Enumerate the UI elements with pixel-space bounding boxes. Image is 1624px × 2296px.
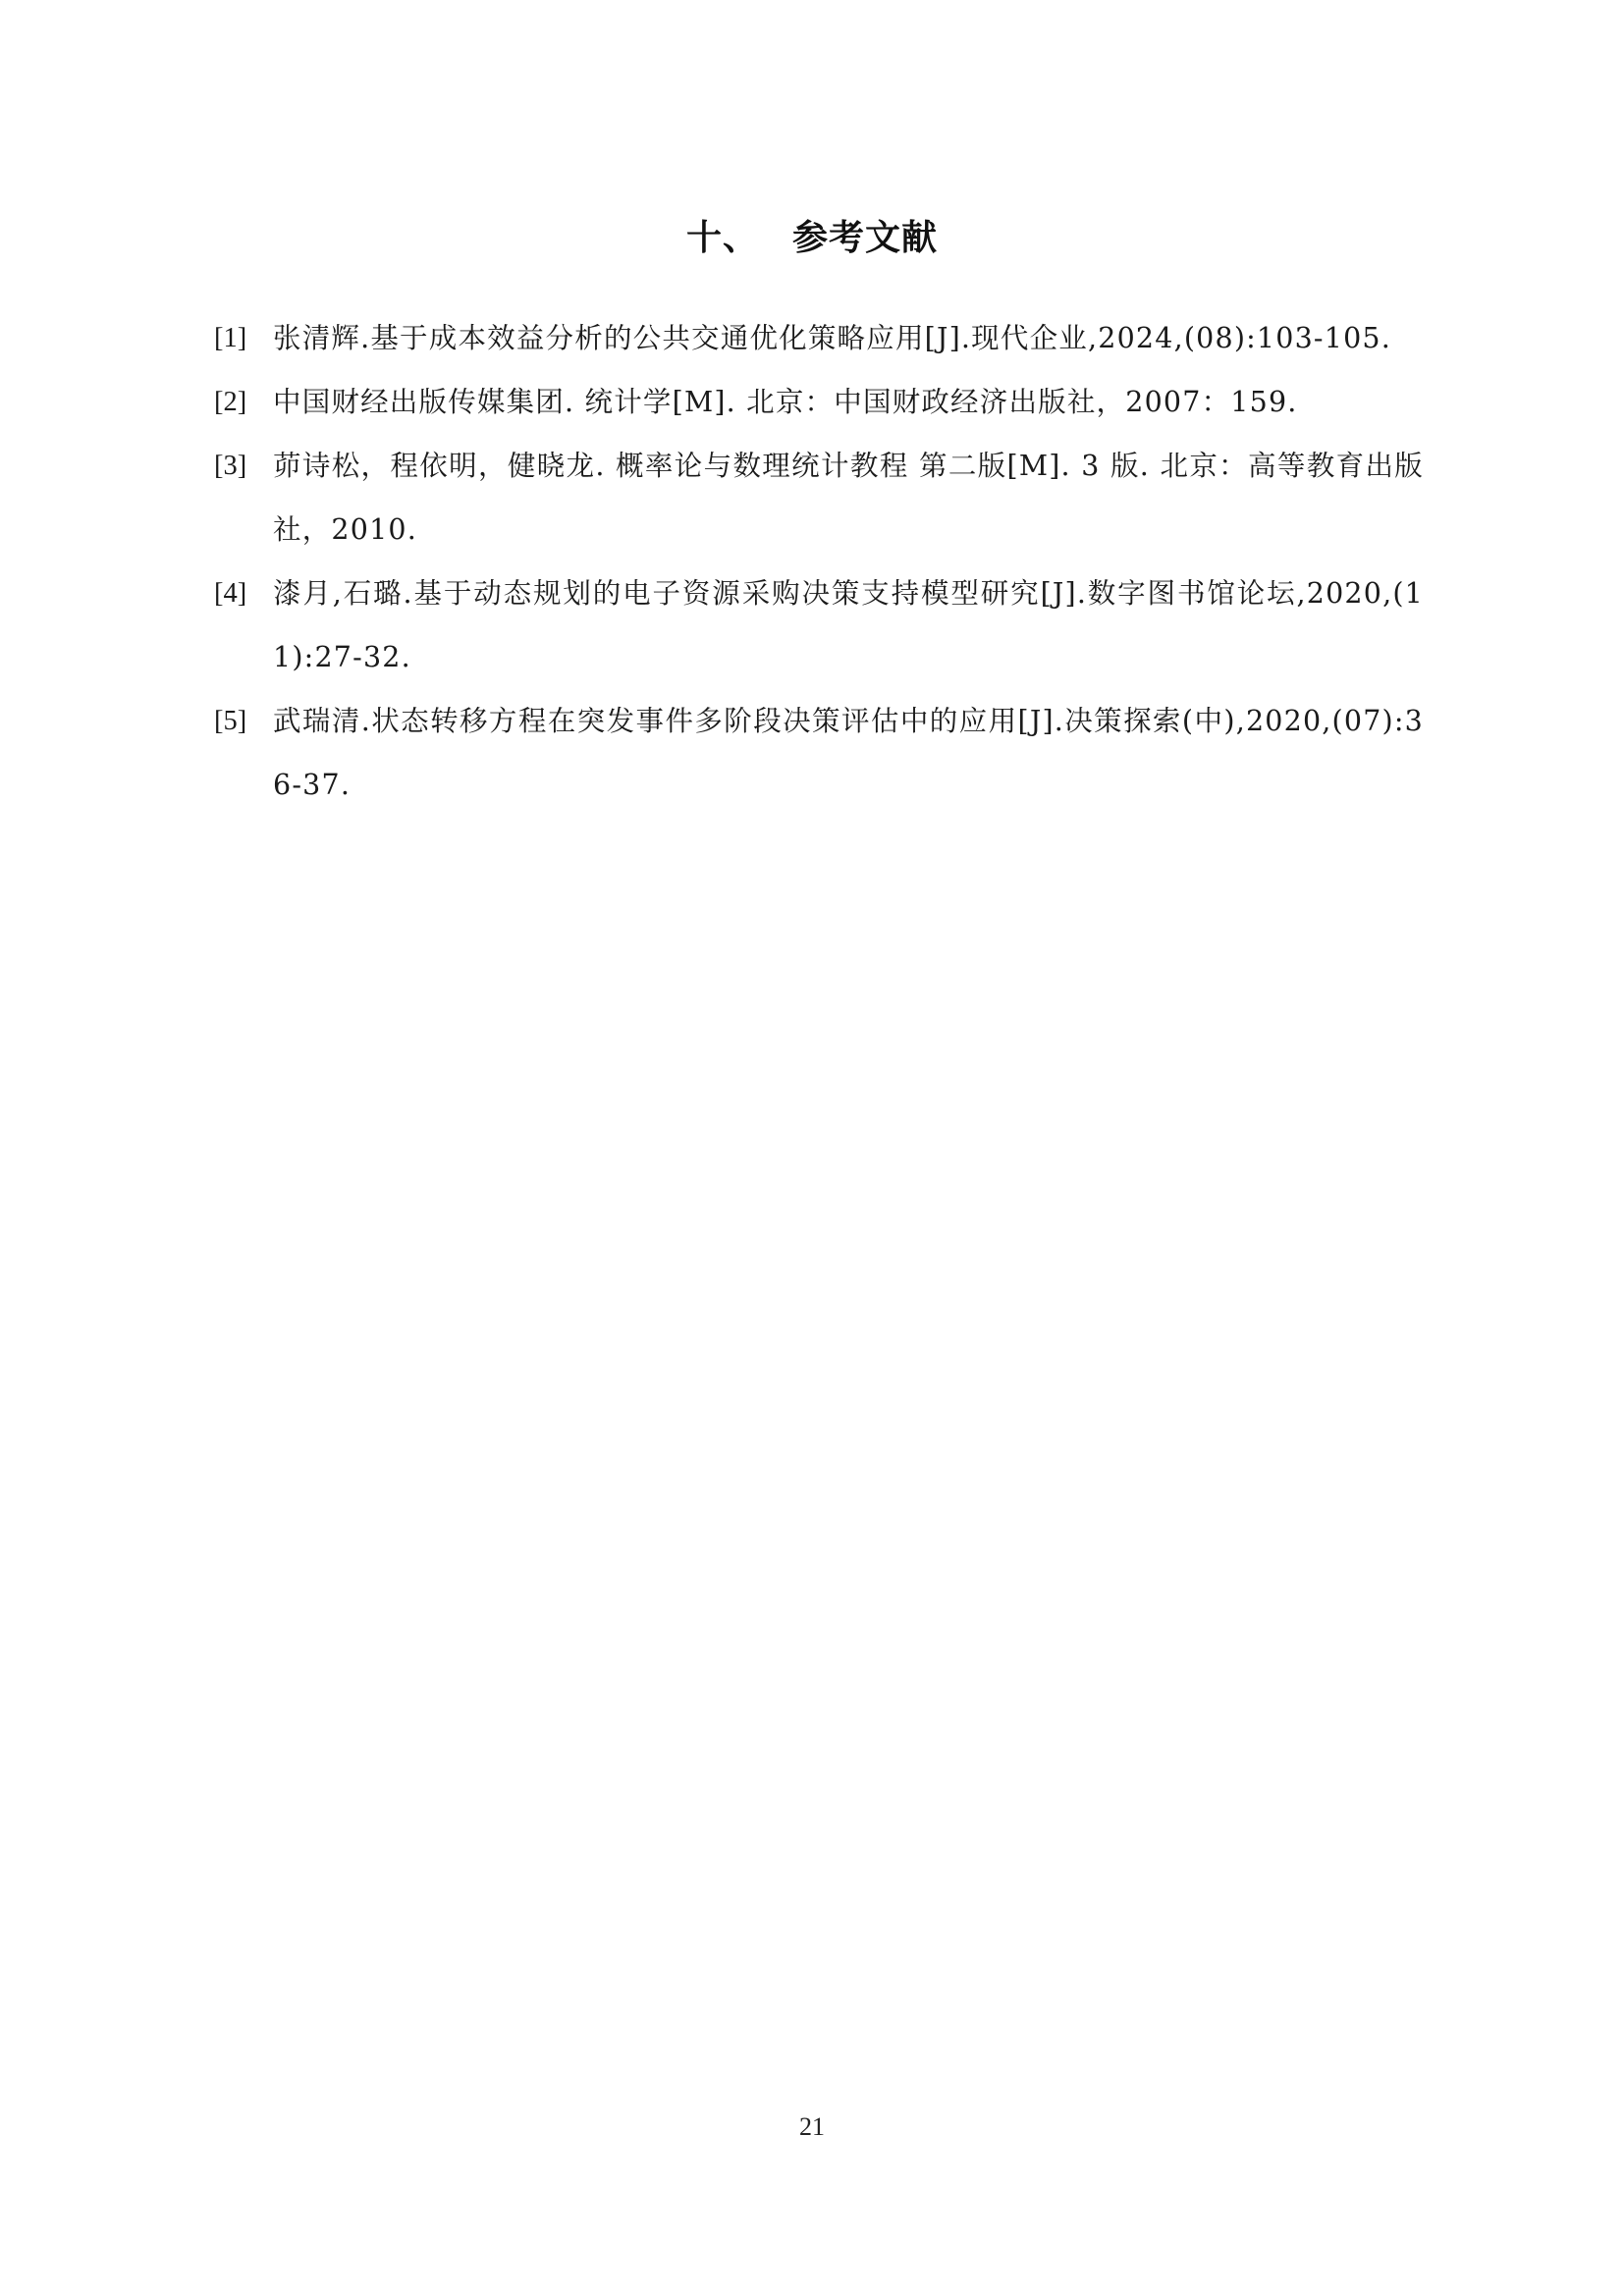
section-heading (0, 210, 1624, 260)
page-number: 21 (799, 2112, 825, 2141)
reference-text: 武瑞清.状态转移方程在突发事件多阶段决策评估中的应用[J].决策探索(中),2020,(07):36-37. (273, 705, 1424, 801)
reference-number: [5] (214, 706, 247, 736)
reference-text: 中国财经出版传媒集团. 统计学[M]. 北京：中国财政经济出版社，2007：159. (273, 386, 1298, 418)
section-number: 十、 (685, 218, 759, 258)
section-title: 参考文献 (792, 218, 939, 258)
reference-number: [1] (214, 323, 247, 353)
reference-text: 漆月,石璐.基于动态规划的电子资源采购决策支持模型研究[J].数字图书馆论坛,2020,(11):27-32. (273, 577, 1424, 673)
reference-item (214, 370, 1424, 434)
reference-number: [3] (214, 451, 247, 481)
reference-item (214, 434, 1424, 561)
reference-item (214, 561, 1424, 689)
reference-number: [2] (214, 387, 247, 417)
reference-item (214, 689, 1424, 817)
reference-list (214, 306, 1424, 817)
reference-text: 张清辉.基于成本效益分析的公共交通优化策略应用[J].现代企业,2024,(08):103-105. (273, 322, 1392, 354)
reference-text: 茆诗松，程依明，健晓龙. 概率论与数理统计教程 第二版[M]. 3 版. 北京：高等教育出版社，2010. (273, 450, 1424, 546)
reference-item (214, 306, 1424, 370)
reference-number: [4] (214, 578, 247, 609)
